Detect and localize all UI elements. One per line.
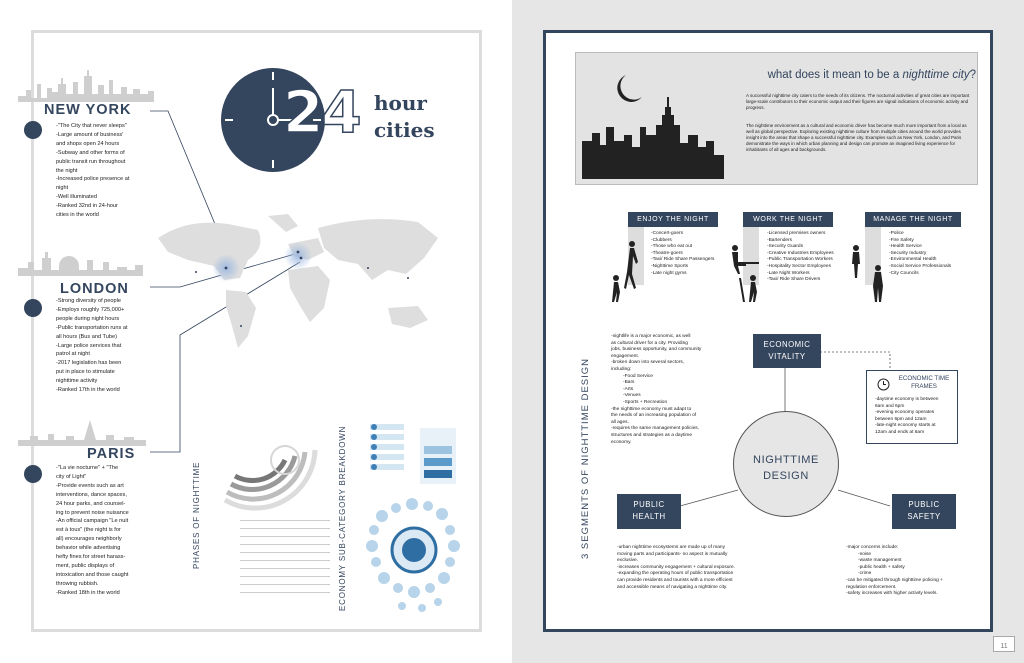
page-number: 11	[1000, 643, 1008, 650]
center-label-1: NIGHTTIME	[753, 454, 819, 466]
list-line: -major concerns include:	[846, 545, 899, 550]
list-line: -Sports + Recreation	[623, 399, 668, 405]
list-line: 24 hour parks, and counsel-	[56, 500, 126, 507]
list-line: -Large police services that	[56, 342, 122, 349]
economic-vitality-box: ECONOMIC VITALITY	[753, 334, 821, 368]
list-line: -Clubbers	[651, 237, 672, 243]
list-line: -Hospitality Sector Employees	[767, 263, 831, 269]
list-line: behavior while advertising	[56, 545, 121, 552]
list-line: -Bars	[623, 380, 635, 386]
list-line: economy.	[611, 439, 632, 445]
list-line: and shops open 24 hours	[56, 140, 120, 147]
phases-text-lines	[240, 516, 330, 616]
list-line: -public health + safety	[858, 564, 905, 570]
list-line: -Taxi/ Ride Share Drivers	[767, 277, 821, 283]
list-line: patrol at night	[56, 351, 90, 358]
list-line: -Late night gyms	[651, 270, 687, 276]
list-line: city of Light"	[56, 473, 87, 480]
new-york-heading: NEW YORK	[44, 102, 132, 118]
center-label-2: DESIGN	[763, 470, 809, 482]
list-line: -Arts	[623, 386, 634, 392]
paris-heading: PARIS	[87, 446, 136, 462]
list-line: -Health Service	[889, 244, 922, 250]
time-frames-title: ECONOMIC TIME FRAMES	[898, 375, 950, 390]
list-line: all ages.	[611, 419, 629, 425]
title-hour: hour	[374, 91, 427, 115]
night-skyline-icon	[582, 69, 732, 179]
list-line: -Ranked 17th in the world	[56, 387, 120, 394]
list-line: -noise	[858, 551, 872, 557]
intro-question-emphasis: nighttime city	[902, 69, 970, 81]
list-line: -daytime economy is between	[875, 397, 939, 402]
list-line: -Large amount of business'	[56, 131, 124, 138]
list-line: -Strong diversity of people	[56, 298, 121, 304]
list-line: ing to prevent noise nuisance	[56, 509, 129, 516]
list-line: -broken down into several sectors,	[611, 360, 685, 366]
list-line: -Ranked 32nd in 24-hour	[56, 203, 118, 210]
list-line: -Well illuminated	[56, 194, 97, 201]
london-heading: LONDON	[60, 281, 129, 297]
list-line: throwing rubbish.	[56, 580, 99, 587]
work-list	[767, 231, 863, 284]
list-line: put in place to stimulate	[56, 369, 115, 376]
list-line: -safety increases with higher activity levels.	[846, 591, 938, 597]
list-line: -Ranked 18th in the world	[56, 589, 120, 596]
nighttime-design-circle	[733, 411, 839, 517]
page-number-badge	[993, 636, 1015, 652]
list-line: -waste management	[858, 558, 902, 564]
list-line: intoxication and those caught	[56, 571, 129, 578]
manage-header: MANAGE THE NIGHT	[865, 212, 961, 227]
intro-question: what does it mean to be a nighttime city?	[767, 69, 976, 81]
list-line: -Fire Safety	[889, 237, 914, 243]
list-line: nighttime activity	[56, 378, 98, 385]
list-line: all hours (Bus and Tube)	[56, 333, 117, 340]
list-line: jobs, business opportunity, and community	[611, 347, 702, 353]
intro-paragraph-2: The nighttime environment as a cultural and economic driver has become much more important from a local as well as global perspective. Exploring existing nighttime culture from multiple cities around the world provides insight into the areas that shape a successful nighttime city. Examples such as New York, London, and Paris demonstrate the ways in which urban planning and design can promote an imagined living experience for inhabitants of all ages and backgrounds.	[746, 123, 967, 152]
list-line: the needs of an increasing population of	[611, 413, 697, 419]
list-line: -Taxi/ Ride Share Passengers	[651, 257, 715, 263]
public-safety-box: PUBLIC SAFETY	[892, 494, 956, 529]
list-line: -Late Night Workers	[767, 270, 810, 276]
list-line: -"The City that never sleeps"	[56, 123, 127, 129]
list-line: -Increased police presence at	[56, 176, 130, 183]
intro-paragraph-1: A successful nighttime city caters to the needs of its citizens. The nocturnal activities of great cities are important large-scale contributors to their economic output and their figures are signal indications of economic activity and progress.	[746, 93, 970, 110]
list-line: -Those who eat out	[651, 244, 693, 250]
manage-list	[889, 231, 979, 277]
list-line: -Concert-goers	[651, 231, 683, 236]
list-line: -"La vie nocturne" + "The	[56, 465, 119, 471]
list-line: -Security Guards	[767, 244, 803, 250]
list-line: cities in the world	[56, 212, 99, 219]
list-line: regulation enforcement.	[846, 584, 897, 590]
list-line: -Environmental Health	[889, 257, 937, 263]
list-line: -Venues	[623, 393, 641, 399]
time-frames-list	[875, 397, 957, 437]
list-line: -nightlife is a major economic, as well	[611, 334, 691, 339]
list-line: interventions, dance spaces,	[56, 491, 127, 498]
list-line: -Public transportation runs at	[56, 324, 128, 331]
list-line: hefty fines for street harass-	[56, 554, 126, 561]
list-line: can provide residents and tourists with a more efficient	[617, 577, 733, 583]
list-line: -City Councils	[889, 270, 919, 276]
list-line: -Bartenders	[767, 237, 793, 243]
list-line: -Social Service Professionals	[889, 263, 952, 269]
list-line: between 6pm and 12am	[875, 416, 927, 422]
list-line: -crime	[858, 571, 872, 577]
title-cities: cities	[374, 118, 435, 142]
intro-panel	[575, 52, 978, 185]
work-header: WORK THE NIGHT	[743, 212, 833, 227]
list-line: -expanding the operating hours of public transportation	[617, 571, 734, 577]
title-24: 24	[283, 78, 360, 146]
list-line: engagement.	[611, 353, 640, 359]
list-line: night	[56, 185, 69, 192]
list-line: -requires the same management policies,	[611, 426, 699, 432]
economy-label: ECONOMY SUB-CATEGORY BREAKDOWN	[338, 425, 347, 611]
list-line: all) encourages neighborly	[56, 536, 122, 543]
list-line: -late-night economy starts at	[875, 423, 936, 429]
time-frames-box	[866, 370, 958, 444]
list-line: -Police	[889, 231, 904, 236]
list-line: -the nighttime economy must adapt to	[611, 406, 692, 412]
list-line: -urban nighttime ecosystems are made up of many	[617, 545, 725, 550]
economy-bubble-diagram	[362, 420, 462, 620]
list-line: and accessible means of navigating a nighttime city.	[617, 584, 728, 590]
enjoy-list	[651, 231, 741, 277]
list-line: as cultural driver for a city. Providing	[611, 340, 688, 346]
list-line: moving parts and participants- no aspect is mutually	[617, 551, 728, 557]
list-line: -Creative Industries Employees	[767, 250, 834, 256]
list-line: -Security Industry	[889, 250, 927, 256]
enjoy-header: ENJOY THE NIGHT	[628, 212, 718, 227]
public-health-box: PUBLIC HEALTH	[617, 494, 681, 529]
list-line: -Food Service	[623, 373, 653, 379]
list-line: structures and strategies as a daytime	[611, 432, 693, 438]
list-line: people during night hours	[56, 315, 120, 322]
list-line: -Subway and other forms of	[56, 149, 125, 156]
list-line: -Public Transportation Workers	[767, 257, 833, 263]
world-map	[148, 208, 448, 358]
list-line: the night	[56, 167, 78, 174]
clock-small-icon	[877, 378, 890, 391]
list-line: exclusive.	[617, 558, 639, 564]
list-line: including:	[611, 366, 632, 372]
list-line: -Nighttime Sports	[651, 263, 689, 269]
list-line: -Provide events such as art	[56, 482, 124, 489]
list-line: est à tous" (the night is for	[56, 527, 121, 534]
segments-label: 3 SEGMENTS OF NIGHTTIME DESIGN	[580, 357, 591, 559]
list-line: -increases community engagement + cultural exposure.	[617, 564, 735, 570]
health-text	[617, 545, 787, 591]
list-line: ment, public displays of	[56, 562, 115, 569]
dancers-icon	[608, 238, 648, 302]
list-line: 6am and 6pm	[875, 403, 905, 409]
safety-text	[846, 545, 966, 598]
phases-arc-diagram	[205, 440, 335, 520]
phases-label: PHASES OF NIGHTTIME	[192, 461, 201, 569]
list-line: 12am and ends at 6am	[875, 429, 925, 435]
list-line: -An official campaign "Le nuit	[56, 518, 129, 525]
list-line: -2017 legislation has been	[56, 360, 122, 367]
list-line: -can be mitigated through nighttime policing +	[846, 577, 943, 583]
list-line: -Theatre-goers	[651, 250, 683, 256]
list-line: -Employs roughly 725,000+	[56, 306, 125, 313]
list-line: public transit run throughout	[56, 158, 126, 165]
list-line: -evening economy operates	[875, 410, 935, 416]
list-line: -Licensed premises owners	[767, 231, 826, 236]
